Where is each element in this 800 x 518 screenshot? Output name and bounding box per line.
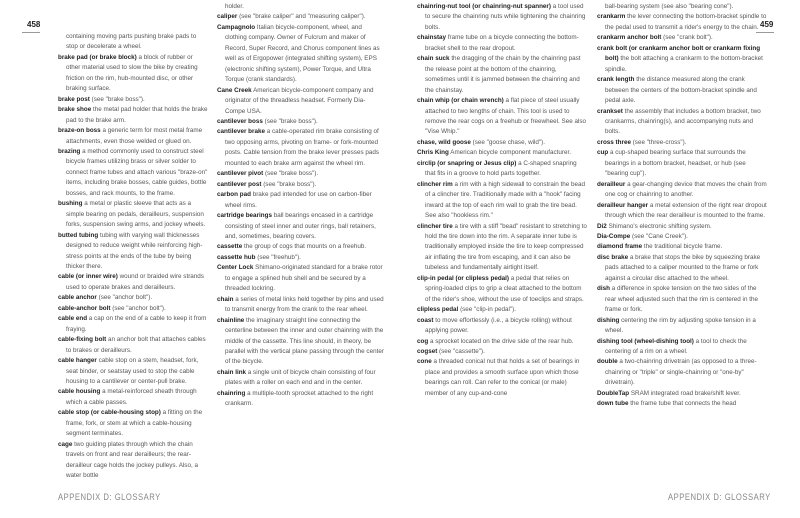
glossary-column-1 bbox=[58, 32, 208, 481]
glossary-definition: the traditional bicycle frame. bbox=[643, 243, 723, 251]
glossary-term: cassette bbox=[217, 243, 243, 251]
glossary-term: down tube bbox=[597, 400, 629, 408]
glossary-entry bbox=[597, 253, 769, 284]
glossary-entry bbox=[217, 242, 385, 252]
glossary-entry bbox=[217, 86, 385, 117]
glossary-entry bbox=[597, 180, 769, 201]
glossary-definition: the assembly that includes a bottom bracket, two crankarms, chainring(s), and accompanying nuts and bolts. bbox=[605, 107, 761, 136]
glossary-entry bbox=[597, 389, 769, 399]
glossary-entry bbox=[217, 127, 385, 169]
glossary-entry bbox=[58, 314, 208, 335]
glossary-definition: a series of metal links held together by pins and used to transmit energy from the crank to the rear wheel. bbox=[225, 295, 384, 314]
glossary-term: caliper bbox=[217, 13, 238, 21]
glossary-entry bbox=[58, 335, 208, 356]
glossary-definition: brake pad intended for use on carbon-fiber wheel rims. bbox=[225, 191, 372, 209]
glossary-definition: cable stop on a stem, headset, fork, seat binder, or seatstay used to stop the cable housing to a cantilever or center-pull brake. bbox=[66, 357, 199, 385]
glossary-definition: a multiple-tooth sprocket attached to the right crankarm. bbox=[225, 389, 374, 408]
glossary-term: chain whip (or chain wrench) bbox=[417, 97, 504, 105]
glossary-term: carbon pad bbox=[217, 191, 251, 199]
glossary-definition: ball-bearing system (see also "bearing cone"). bbox=[605, 3, 734, 10]
glossary-entry bbox=[597, 399, 769, 409]
glossary-definition: a generic term for most metal frame attachments, even those welded or glued on. bbox=[66, 127, 203, 145]
glossary-definition: a method commonly used to construct steel bicycle frames utilizing brass or silver solder to connect frame tubes and attach various "braze-on" items, including brake bosses, cable guides, bottle bosses, and rack mounts, to the frame. bbox=[66, 147, 208, 197]
glossary-entry bbox=[417, 337, 587, 347]
glossary-entry bbox=[58, 53, 208, 95]
glossary-entry bbox=[417, 305, 587, 315]
glossary-definition: (see "goose chase, wild"). bbox=[472, 138, 546, 146]
glossary-term: chainring-nut tool (or chainring-nut spanner) bbox=[417, 3, 551, 10]
running-footer-left: APPENDIX D: GLOSSARY bbox=[58, 492, 161, 502]
glossary-definition: holder. bbox=[225, 3, 244, 10]
glossary-term: clincher rim bbox=[417, 180, 453, 188]
glossary-entry bbox=[58, 147, 208, 199]
glossary-definition: (see "anchor bolt"). bbox=[112, 304, 166, 312]
glossary-definition: a pedal that relies on spring-loaded clips to grip a cleat attached to the bottom of the rider's shoe, without the use of toeclips and straps. bbox=[425, 274, 584, 303]
glossary-definition: Shimano's electronic shifting system. bbox=[608, 222, 712, 230]
glossary-term: cantilever post bbox=[217, 180, 262, 188]
glossary-term: double bbox=[597, 358, 618, 366]
glossary-definition: a cap on the end of a cable to keep it from fraying. bbox=[66, 315, 207, 333]
glossary-term: coast bbox=[417, 316, 434, 324]
glossary-entry bbox=[58, 105, 208, 126]
glossary-definition: (see "anchor bolt"). bbox=[98, 294, 153, 302]
glossary-term: cable hanger bbox=[58, 357, 97, 365]
glossary-term: crankset bbox=[597, 107, 623, 115]
glossary-definition: (see "brake boss"). bbox=[264, 170, 319, 178]
glossary-term: diamond frame bbox=[597, 243, 643, 251]
glossary-entry bbox=[58, 231, 208, 273]
glossary-entry bbox=[417, 33, 587, 54]
glossary-definition: a metal extension of the right rear dropout through which the rear derailleur is mounted to the frame. bbox=[605, 201, 767, 220]
glossary-entry bbox=[217, 253, 385, 263]
glossary-entry bbox=[58, 304, 208, 314]
glossary-entry bbox=[217, 169, 385, 179]
glossary-term: cone bbox=[417, 358, 432, 366]
glossary-term: dish bbox=[597, 285, 610, 293]
glossary-definition: a block of rubber or other material used to slow the bike by creating friction on the rim, hub-mounted disc, or other braking surface. bbox=[66, 53, 198, 93]
glossary-entry bbox=[417, 274, 587, 305]
glossary-definition: American bicycle-component company and originator of the threadless headset. Formerly Dia-Compe USA. bbox=[225, 86, 374, 115]
glossary-entry bbox=[217, 316, 385, 368]
glossary-entry bbox=[597, 242, 769, 252]
glossary-entry-continuation bbox=[217, 2, 385, 12]
glossary-definition: a two-chainring drivetrain (as opposed to a three-chainring or "triple" or single-chainring or "one-by" drivetrain). bbox=[605, 358, 757, 387]
page-number-rule-left bbox=[22, 32, 40, 33]
glossary-definition: two guiding plates through which the chain travels on front and rear derailleurs; the rear-derailleur cage holds the jockey pulleys. Also, a water bottle bbox=[66, 440, 198, 480]
glossary-term: chain link bbox=[217, 368, 247, 376]
glossary-definition: (see "brake boss"). bbox=[263, 180, 317, 188]
glossary-entry bbox=[597, 284, 769, 315]
glossary-entry bbox=[417, 148, 587, 158]
glossary-entry bbox=[597, 138, 769, 148]
glossary-term: cantilever boss bbox=[217, 117, 263, 125]
glossary-entry bbox=[58, 408, 208, 439]
glossary-definition: a rim with a high sidewall to constrain the bead of a clincher tire. Traditionally made with a "hook" facing inward at the top of each rim wall to grab the tire bead. See also "hookless rim." bbox=[425, 180, 586, 220]
glossary-entry-continuation bbox=[597, 2, 769, 12]
glossary-term: cable anchor bbox=[58, 294, 97, 302]
glossary-definition: a brake that stops the bike by squeezing brake pads attached to a caliper mounted to the frame or fork against a circular disc attached to the wheel. bbox=[605, 253, 761, 282]
glossary-entry bbox=[217, 263, 385, 294]
glossary-column-3 bbox=[417, 2, 587, 399]
glossary-definition: a C-shaped snapring that fits in a groove to hold parts together. bbox=[425, 159, 577, 178]
glossary-entry bbox=[417, 357, 587, 399]
glossary-term: crank bolt (or crankarm anchor bolt or crankarm fixing bolt) bbox=[597, 44, 761, 63]
glossary-term: cog bbox=[417, 337, 429, 345]
glossary-definition: the group of cogs that mounts on a freehub. bbox=[243, 243, 367, 251]
glossary-definition: American bicycle component manufacturer. bbox=[450, 149, 571, 157]
glossary-definition: an anchor bolt that attaches cables to brakes or derailleurs. bbox=[66, 336, 206, 354]
page-number-left: 458 bbox=[27, 20, 41, 29]
glossary-term: cable-fixing bolt bbox=[58, 336, 107, 344]
glossary-term: brake shoe bbox=[58, 106, 92, 114]
glossary-entry bbox=[417, 96, 587, 138]
glossary-definition: the bolt attaching a crankarm to the bottom-bracket spindle. bbox=[605, 55, 763, 73]
glossary-term: Campagnolo bbox=[217, 23, 256, 31]
glossary-term: crank length bbox=[597, 76, 635, 84]
glossary-entry bbox=[217, 180, 385, 190]
running-footer-right: APPENDIX D: GLOSSARY bbox=[668, 492, 771, 502]
glossary-definition: (see "crank bolt"). bbox=[663, 34, 713, 42]
glossary-entry bbox=[597, 357, 769, 388]
glossary-term: chase, wild goose bbox=[417, 138, 471, 146]
glossary-definition: a flat piece of steel usually attached to two lengths of chain. This tool is used to remove the rear cogs on a freehub or freewheel. See also "Vise Whip." bbox=[425, 97, 587, 136]
glossary-term: derailleur hanger bbox=[597, 201, 649, 209]
glossary-term: Cane Creek bbox=[217, 86, 252, 94]
glossary-definition: the frame tube that connects the head bbox=[630, 400, 737, 408]
glossary-entry bbox=[217, 190, 385, 211]
glossary-term: bushing bbox=[58, 200, 83, 208]
glossary-term: brake post bbox=[58, 95, 90, 103]
glossary-definition: (see "brake boss"). bbox=[91, 95, 145, 103]
glossary-column-4 bbox=[597, 2, 769, 410]
glossary-term: crankarm anchor bolt bbox=[597, 34, 662, 42]
glossary-term: brake pad (or brake block) bbox=[58, 53, 137, 61]
glossary-definition: a single unit of bicycle chain consisting of four plates with a roller on each end and in the center. bbox=[225, 368, 376, 387]
glossary-definition: (see "freehub"). bbox=[257, 253, 301, 261]
glossary-entry bbox=[597, 232, 769, 242]
glossary-definition: SRAM integrated road brake/shift lever. bbox=[630, 389, 741, 397]
glossary-term: cassette hub bbox=[217, 253, 256, 261]
glossary-entry bbox=[217, 117, 385, 127]
glossary-term: cable housing bbox=[58, 388, 101, 396]
glossary-entry bbox=[58, 356, 208, 387]
glossary-entry bbox=[58, 95, 208, 105]
glossary-entry bbox=[597, 44, 769, 75]
glossary-entry bbox=[417, 2, 587, 33]
glossary-definition: a gear-changing device that moves the chain from one cog or chainring to another. bbox=[605, 180, 767, 199]
glossary-entry bbox=[217, 12, 385, 22]
glossary-term: chain bbox=[217, 295, 234, 303]
glossary-entry bbox=[597, 12, 769, 33]
glossary-term: clip-in pedal (or clipless pedal) bbox=[417, 274, 510, 282]
glossary-term: cantilever pivot bbox=[217, 170, 264, 178]
glossary-term: circlip (or snapring or Jesus clip) bbox=[417, 159, 517, 167]
glossary-entry bbox=[597, 316, 769, 337]
glossary-definition: a cable-operated rim brake consisting of two opposing arms, pivoting on frame- or fork-mounted posts. Cable tension from the brake lever presses pads mounted to each brake arm against the wheel rim. bbox=[225, 128, 380, 167]
glossary-definition: a sprocket located on the drive side of the rear hub. bbox=[429, 337, 574, 345]
glossary-definition: the metal pad holder that holds the brake pad to the brake arm. bbox=[66, 106, 208, 124]
glossary-term: DoubleTap bbox=[597, 389, 630, 397]
glossary-entry bbox=[58, 272, 208, 293]
glossary-entry bbox=[417, 138, 587, 148]
glossary-column-2 bbox=[217, 2, 385, 410]
glossary-term: cage bbox=[58, 440, 73, 448]
glossary-term: chain suck bbox=[417, 55, 450, 63]
glossary-entry bbox=[417, 180, 587, 222]
glossary-entry-continuation bbox=[58, 32, 208, 53]
glossary-definition: the lever connecting the bottom-bracket spindle to the pedal used to transmit a rider's energy to the chain. bbox=[605, 13, 767, 31]
glossary-term: brazing bbox=[58, 147, 81, 155]
glossary-term: Di2 bbox=[597, 222, 607, 230]
glossary-entry bbox=[217, 23, 385, 86]
glossary-entry bbox=[597, 33, 769, 43]
glossary-entry bbox=[217, 211, 385, 242]
glossary-entry bbox=[597, 337, 769, 358]
page-number-right: 459 bbox=[760, 20, 774, 29]
glossary-definition: a difference in spoke tension on the two sides of the rear wheel adjusted such that the rim is centered in the frame or fork. bbox=[605, 285, 758, 314]
glossary-term: disc brake bbox=[597, 253, 629, 261]
glossary-entry bbox=[58, 387, 208, 408]
glossary-entry bbox=[417, 54, 587, 96]
glossary-definition: (see "clip-in pedal"). bbox=[460, 306, 516, 314]
glossary-definition: a metal-reinforced sheath through which a cable passes. bbox=[66, 388, 197, 406]
glossary-entry bbox=[417, 159, 587, 180]
glossary-term: cable stop (or cable-housing stop) bbox=[58, 409, 161, 417]
glossary-entry bbox=[597, 75, 769, 106]
glossary-definition: Shimano-originated standard for a brake rotor to engage a splined hub shell and be secured by a threaded lockring. bbox=[225, 264, 383, 293]
glossary-entry bbox=[58, 126, 208, 147]
glossary-definition: a threaded conical nut that holds a set of bearings in place and provides a smooth surface upon which those bearings can roll. Can refer to the conical (or male) member of any cup-and-cone bbox=[425, 358, 580, 397]
glossary-definition: a cup-shaped bearing surface that surrounds the bearings in a bottom bracket, headset, or hub (see "bearing cup"). bbox=[605, 149, 746, 178]
glossary-term: Center Lock bbox=[217, 264, 254, 272]
glossary-definition: a fitting on the frame, fork, or stem at which a cable-housing segment terminates. bbox=[66, 409, 203, 438]
glossary-definition: frame tube on a bicycle connecting the bottom-bracket shell to the rear dropout. bbox=[425, 34, 579, 52]
glossary-definition: (see "brake caliper" and "measuring caliper"). bbox=[239, 13, 366, 21]
glossary-definition: tubing with varying wall thicknesses designed to reduce weight while reinforcing high-stress points at the ends of the tube by being thicker there. bbox=[66, 231, 203, 270]
glossary-term: cable end bbox=[58, 315, 88, 323]
glossary-entry bbox=[217, 295, 385, 316]
glossary-entry bbox=[217, 389, 385, 410]
glossary-term: chainring bbox=[217, 389, 246, 397]
glossary-definition: centering the rim by adjusting spoke tension in a wheel. bbox=[605, 316, 756, 335]
glossary-definition: to move effortlessly (i.e., a bicycle rolling) without applying power. bbox=[425, 316, 572, 335]
glossary-entry bbox=[217, 368, 385, 389]
glossary-definition: (see "three-cross"). bbox=[632, 138, 687, 146]
glossary-entry bbox=[58, 199, 208, 230]
glossary-term: clipless pedal bbox=[417, 306, 459, 314]
glossary-entry bbox=[58, 293, 208, 303]
glossary-definition: a metal or plastic sleeve that acts as a simple bearing on pedals, derailleurs, suspension forks, suspension swing arms, and jockey wheels. bbox=[66, 200, 206, 229]
glossary-term: cross three bbox=[597, 138, 631, 146]
glossary-definition: the distance measured along the crank between the centers of the bottom-bracket spindle and pedal axle. bbox=[605, 76, 757, 105]
glossary-term: cantilever brake bbox=[217, 128, 265, 136]
glossary-term: cogset bbox=[417, 347, 438, 355]
glossary-term: dishing tool (wheel-dishing tool) bbox=[597, 337, 694, 345]
glossary-definition: containing moving parts pushing brake pads to stop or decelerate a wheel. bbox=[66, 33, 197, 51]
glossary-term: Chris King bbox=[417, 149, 449, 157]
glossary-definition: (see "cassette"). bbox=[439, 347, 485, 355]
glossary-definition: Italian bicycle-component, wheel, and clothing company. Owner of Fulcrum and maker of Record, Super Record, and Chorus component lines as well as of Ergopower (integrated shifting system), EPS (electronic shifting system), Power Torque, and Ultra Torque (crank standards). bbox=[225, 23, 380, 84]
glossary-term: cable-anchor bolt bbox=[58, 304, 111, 312]
glossary-term: dishing bbox=[597, 316, 620, 324]
glossary-definition: a tool to check the centering of a rim on a wheel. bbox=[605, 337, 747, 355]
glossary-term: clincher tire bbox=[417, 222, 453, 230]
glossary-definition: ball bearings encased in a cartridge consisting of steel inner and outer rings, ball retainers, and, sometimes, bearing covers. bbox=[225, 212, 376, 240]
glossary-term: cartridge bearings bbox=[217, 212, 272, 220]
glossary-term: butted tubing bbox=[58, 231, 99, 239]
glossary-definition: wound or braided wire strands used to operate brakes and derailleurs. bbox=[66, 273, 204, 291]
glossary-entry bbox=[417, 347, 587, 357]
glossary-entry bbox=[597, 107, 769, 138]
glossary-definition: (see "Cane Creek"). bbox=[632, 232, 688, 240]
glossary-term: derailleur bbox=[597, 180, 626, 188]
glossary-entry bbox=[58, 440, 208, 482]
glossary-entry bbox=[597, 148, 769, 179]
glossary-definition: a tire with a stiff "bead" resistant to stretching to hold the tire down into the rim. A separate inner tube is traditionally employed inside the tire to keep compressed air inflating the tire from escaping, and it can also be tubeless and fundamentally airtight itself. bbox=[425, 222, 587, 272]
glossary-entry bbox=[417, 316, 587, 337]
glossary-definition: (see "brake boss"). bbox=[264, 117, 318, 125]
glossary-term: chainstay bbox=[417, 34, 447, 42]
glossary-term: cup bbox=[597, 149, 609, 157]
glossary-definition: a tool used to secure the chainring nuts while tightening the chainring bolts. bbox=[425, 3, 586, 31]
glossary-term: chainline bbox=[217, 316, 245, 324]
glossary-term: braze-on boss bbox=[58, 127, 101, 135]
glossary-entry bbox=[417, 222, 587, 274]
glossary-term: Dia-Compe bbox=[597, 232, 631, 240]
glossary-entry bbox=[597, 222, 769, 232]
glossary-term: cable (or inner wire) bbox=[58, 273, 118, 281]
glossary-definition: the imaginary straight line connecting the centerline between the inner and outer chainring with the middle of the cassette. This line should, in theory, be parallel with the vertical plane passing through the center of the bicycle. bbox=[225, 316, 384, 366]
glossary-term: crankarm bbox=[597, 13, 626, 21]
glossary-entry bbox=[597, 201, 769, 222]
glossary-definition: the dragging of the chain by the chainring past the release point at the bottom of the chainring, sometimes until it is jammed between the chainring and the chainstay. bbox=[425, 55, 581, 94]
